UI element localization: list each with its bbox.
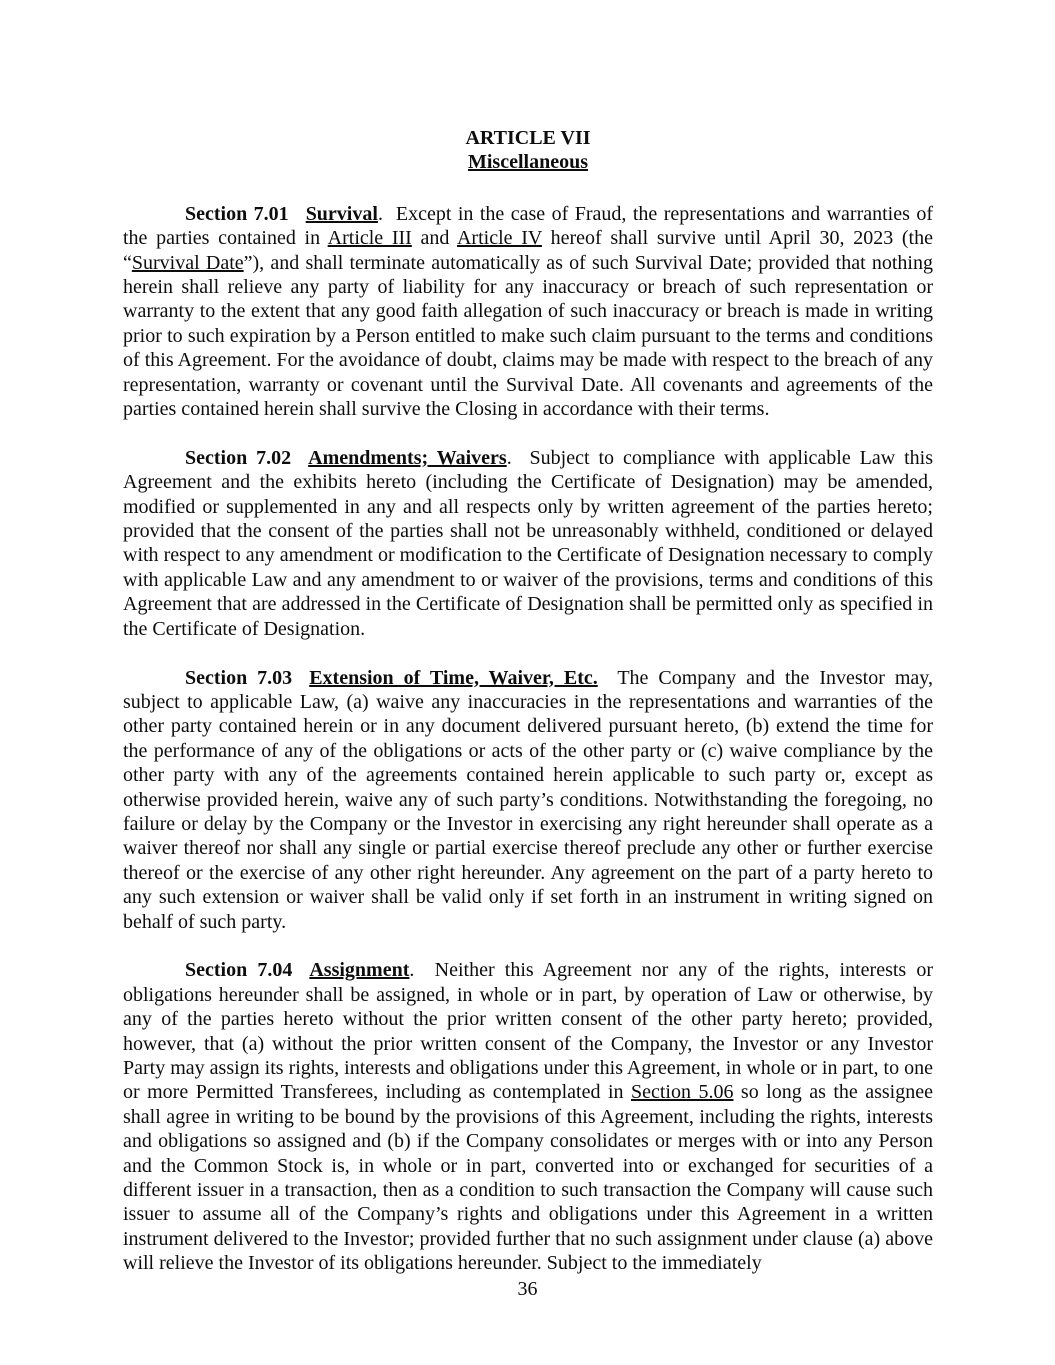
defined-term-survival-date: Survival Date — [131, 251, 244, 274]
body-run: so long as the assignee shall agree in writing to be bound by the provisions of this Agreement, including the rights, interests and obligations so assigned and (b) if the Company consolidates or merges with or into any Person and the Common Stock is, in whole or in part, converted into or exchanged for securities of a different issuer in a transaction, then as a condition to such transaction the Company will cause such issuer to assume all of the Company’s rights and obligations under this Agreement in a written instrument delivered to the Investor; provided further that no such assignment under clause (a) above will relieve the Investor of its obligations hereunder. Subject to the immediately — [123, 1081, 933, 1275]
section-7-01-number: Section 7.01 — [185, 202, 289, 225]
article-header — [123, 126, 933, 175]
cross-reference-article-iii: Article III — [327, 227, 412, 250]
section-7-03-number: Section 7.03 — [185, 666, 293, 689]
body-run: . Neither this Agreement nor any of the rights, interests or obligations hereunder shall be assigned, in whole or in part, by operation of Law or otherwise, by any of the parties hereto without the prior written consent of the other party hereto; provided, however, that (a) without the prior written consent of the Company, the Investor or any Investor Party may assign its rights, interests and obligations under this Agreement, in whole or in part, to one or more Permitted Transferees, including as contemplated in — [123, 959, 934, 1104]
body-run: and — [411, 227, 457, 250]
section-7-04-number: Section 7.04 — [185, 959, 293, 982]
body-run: ”), and shall terminate automatically as of such Survival Date; provided that nothing herein shall relieve any party of liability for any inaccuracy or breach of such representation or warranty to the extent that any good faith allegation of such inaccuracy or breach is made in writing prior to such expiration by a Person entitled to make such claim pursuant to the terms and conditions of this Agreement. For the avoidance of doubt, claims may be made with respect to the breach of any representation, warranty or covenant until the Survival Date. All covenants and agreements of the parties contained herein shall survive the Closing in accordance with their terms. — [123, 251, 933, 421]
body-run: The Company and the Investor may, subject to applicable Law, (a) waive any inaccuracies in the representations and warranties of the other party contained herein or in any document delivered pursuant hereto, (b) extend the time for the performance of any of the obligations or acts of the other party or (c) waive compliance by the other party with any of the agreements contained herein applicable to such party or, except as otherwise provided herein, waive any of such party’s conditions. Notwithstanding the foregoing, no failure or delay by the Company or the Investor in exercising any right hereunder shall operate as a waiver thereof nor shall any single or partial exercise thereof preclude any other or further exercise thereof or the exercise of any other right hereunder. Any agreement on the part of a party hereto to any such extension or waiver shall be valid only if set forth in an instrument in writing signed on behalf of such party. — [123, 666, 933, 933]
section-7-04-paragraph — [123, 958, 933, 1275]
section-7-02-number: Section 7.02 — [185, 446, 292, 469]
section-7-02-paragraph — [123, 446, 933, 641]
body-run: hereof shall survive until April 30, 2023 (the “ — [123, 227, 933, 274]
body-run: . Except in the case of Fraud, the representations and warranties of the parties contained in — [123, 202, 934, 250]
article-subtitle: Miscellaneous — [468, 151, 588, 174]
section-7-03-paragraph — [123, 666, 933, 934]
section-7-01-paragraph — [123, 202, 933, 422]
section-7-04-heading: Assignment — [309, 959, 410, 982]
section-7-01-heading: Survival — [305, 202, 378, 225]
page-content — [123, 126, 933, 1300]
section-7-03-heading: Extension of Time, Waiver, Etc. — [309, 666, 598, 689]
cross-reference-article-iv: Article IV — [456, 227, 542, 250]
body-run: . Subject to compliance with applicable Law this Agreement and the exhibits hereto (including the Certificate of Designation) may be amended, modified or supplemented in any and all respects only by written agreement of the parties hereto; provided that the consent of the parties shall not be unreasonably withheld, conditioned or delayed with respect to any amendment or modification to the Certificate of Designation necessary to comply with applicable Law and any amendment to or waiver of the provisions, terms and conditions of this Agreement that are addressed in the Certificate of Designation shall be permitted only as specified in the Certificate of Designation. — [123, 446, 933, 640]
section-7-02-heading: Amendments; Waivers — [308, 446, 507, 469]
page-number: 36 — [517, 1278, 538, 1300]
article-title: ARTICLE VII — [465, 127, 591, 149]
cross-reference-section-5-06: Section 5.06 — [630, 1081, 734, 1104]
